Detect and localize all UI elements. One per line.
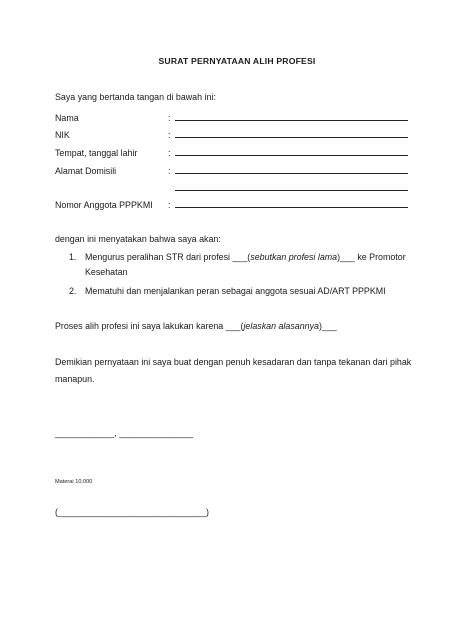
reason-end: )___ [318,321,337,331]
field-line-nik [175,137,408,138]
field-line-nama [175,120,408,121]
field-label-nomor-anggota: Nomor Anggota PPPKMI [55,200,153,210]
materai-label: Materai 10.000 [55,479,93,485]
item-number: 1. [69,252,77,262]
item-text: )___ ke Promotor [337,252,406,262]
item-text: Mengurus peralihan STR dari profesi ___( [85,252,251,262]
field-colon: : [168,200,171,210]
field-label-tempat-tanggal-lahir: Tempat, tanggal lahir [55,148,138,158]
reason-text [55,321,337,332]
field-colon: : [168,113,171,123]
statement-text: dengan ini menyatakan bahwa saya akan: [55,234,221,244]
item-text-italic: sebutkan profesi lama [250,252,338,262]
field-label-alamat-domisili: Alamat Domisili [55,166,117,176]
field-line-nomor-anggota [175,207,408,208]
list-item-1-continued: Kesehatan [85,267,128,277]
field-line-tempat-tanggal-lahir [175,155,408,156]
field-label-nik: NIK [55,130,70,140]
reason-start: Proses alih profesi ini saya lakukan karena ___( [55,321,244,331]
document-title: SURAT PERNYATAAN ALIH PROFESI [158,56,316,66]
item-number: 2. [69,286,77,296]
intro-text: Saya yang bertanda tangan di bawah ini: [55,92,216,102]
place-date-line: ____________, _______________ [55,428,194,438]
field-colon: : [168,148,171,158]
reason-italic: jelaskan alasannya [243,321,319,331]
list-item-2: Mematuhi dan menjalankan peran sebagai anggota sesuai AD/ART PPPKMI [85,286,386,296]
field-label-nama: Nama [55,113,79,123]
field-line-alamat-domisili [175,173,408,174]
field-line-alamat-domisili-2 [175,190,408,191]
field-colon: : [168,166,171,176]
list-item-1 [85,252,406,263]
field-colon: : [168,130,171,140]
closing-text-line1: Demikian pernyataan ini saya buat dengan penuh kesadaran dan tanpa tekanan dari pihak [55,357,412,367]
signature-line: (______________________________) [55,507,209,517]
closing-text-line2: manapun. [55,374,95,384]
